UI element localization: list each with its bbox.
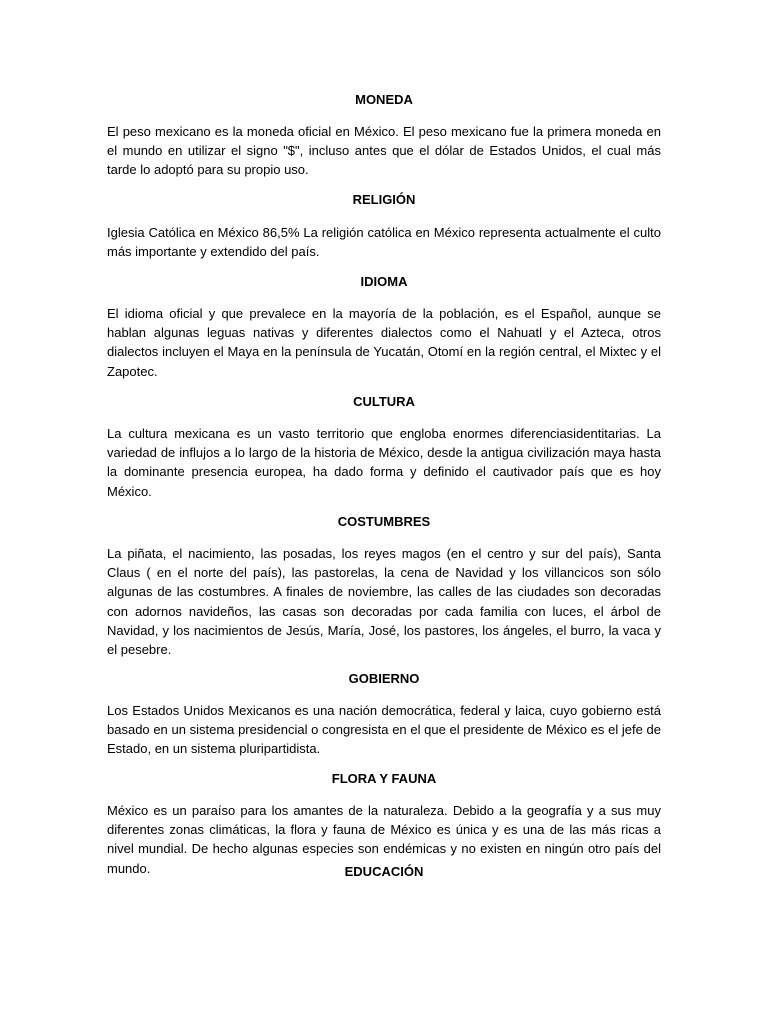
section-title: MONEDA xyxy=(355,92,413,107)
section-title: EDUCACIÓN xyxy=(344,864,424,879)
section-gobierno xyxy=(107,670,661,770)
section-costumbres xyxy=(107,513,661,670)
section-educacion xyxy=(107,863,661,893)
section-cultura xyxy=(107,393,661,513)
document-page xyxy=(107,91,661,893)
section-title: GOBIERNO xyxy=(348,671,420,686)
section-title: RELIGIÓN xyxy=(352,192,416,207)
section-title: IDIOMA xyxy=(360,274,408,289)
section-text: Los Estados Unidos Mexicanos es una nación democrática, federal y laica, cuyo gobierno está basado en un sistema presidencial o congresista en el que el presidente de México es el jefe de Estado, en un sistema pluripartidista. xyxy=(107,703,661,757)
section-text: La cultura mexicana es un vasto territorio que engloba enormes diferenciasidentitarias. La variedad de influjos a lo largo de la historia de México, desde la antigua civilización maya hasta la dominante presencia europea, ha dado forma y definido el cautivador país que es hoy México. xyxy=(107,426,661,499)
section-text: Iglesia Católica en México 86,5% La religión católica en México representa actualmente el culto más importante y extendido del país. xyxy=(107,225,661,260)
section-text: El idioma oficial y que prevalece en la mayoría de la población, es el Español, aunque se hablan algunas leguas nativas y diferentes dialectos como el Nahuatl y el Azteca, otros dialectos incluyen el Maya en la península de Yucatán, Otomí en la región central, el Mixtec y el Zapotec. xyxy=(107,306,661,379)
section-title: FLORA Y FAUNA xyxy=(331,771,437,786)
section-text: El peso mexicano es la moneda oficial en México. El peso mexicano fue la primera moneda en el mundo en utilizar el signo "$", incluso antes que el dólar de Estados Unidos, el cual más tarde lo adoptó para su propio uso. xyxy=(107,124,661,178)
section-moneda xyxy=(107,91,661,191)
section-text: México es un paraíso para los amantes de la naturaleza. Debido a la geografía y a sus muy diferentes zonas climáticas, la flora y fauna de México es única y es una de las más ricas a nivel mundial. De hecho algunas especies son endémicas y no existen en ningún otro país del mundo. xyxy=(107,803,661,876)
section-text: La piñata, el nacimiento, las posadas, los reyes magos (en el centro y sur del país), Santa Claus ( en el norte del país), las pastorelas, la cena de Navidad y los villancicos son sólo algunas de las costumbres. A finales de noviembre, las calles de las ciudades son decoradas con adornos navideños, las casas son decoradas por cada familia con luces, el árbol de Navidad, y los nacimientos de Jesús, María, José, los pastores, los ángeles, el burro, la vaca y el pesebre. xyxy=(107,546,661,658)
section-idioma xyxy=(107,273,661,393)
section-religion xyxy=(107,191,661,273)
section-title: CULTURA xyxy=(353,394,415,409)
section-title: COSTUMBRES xyxy=(337,514,431,529)
